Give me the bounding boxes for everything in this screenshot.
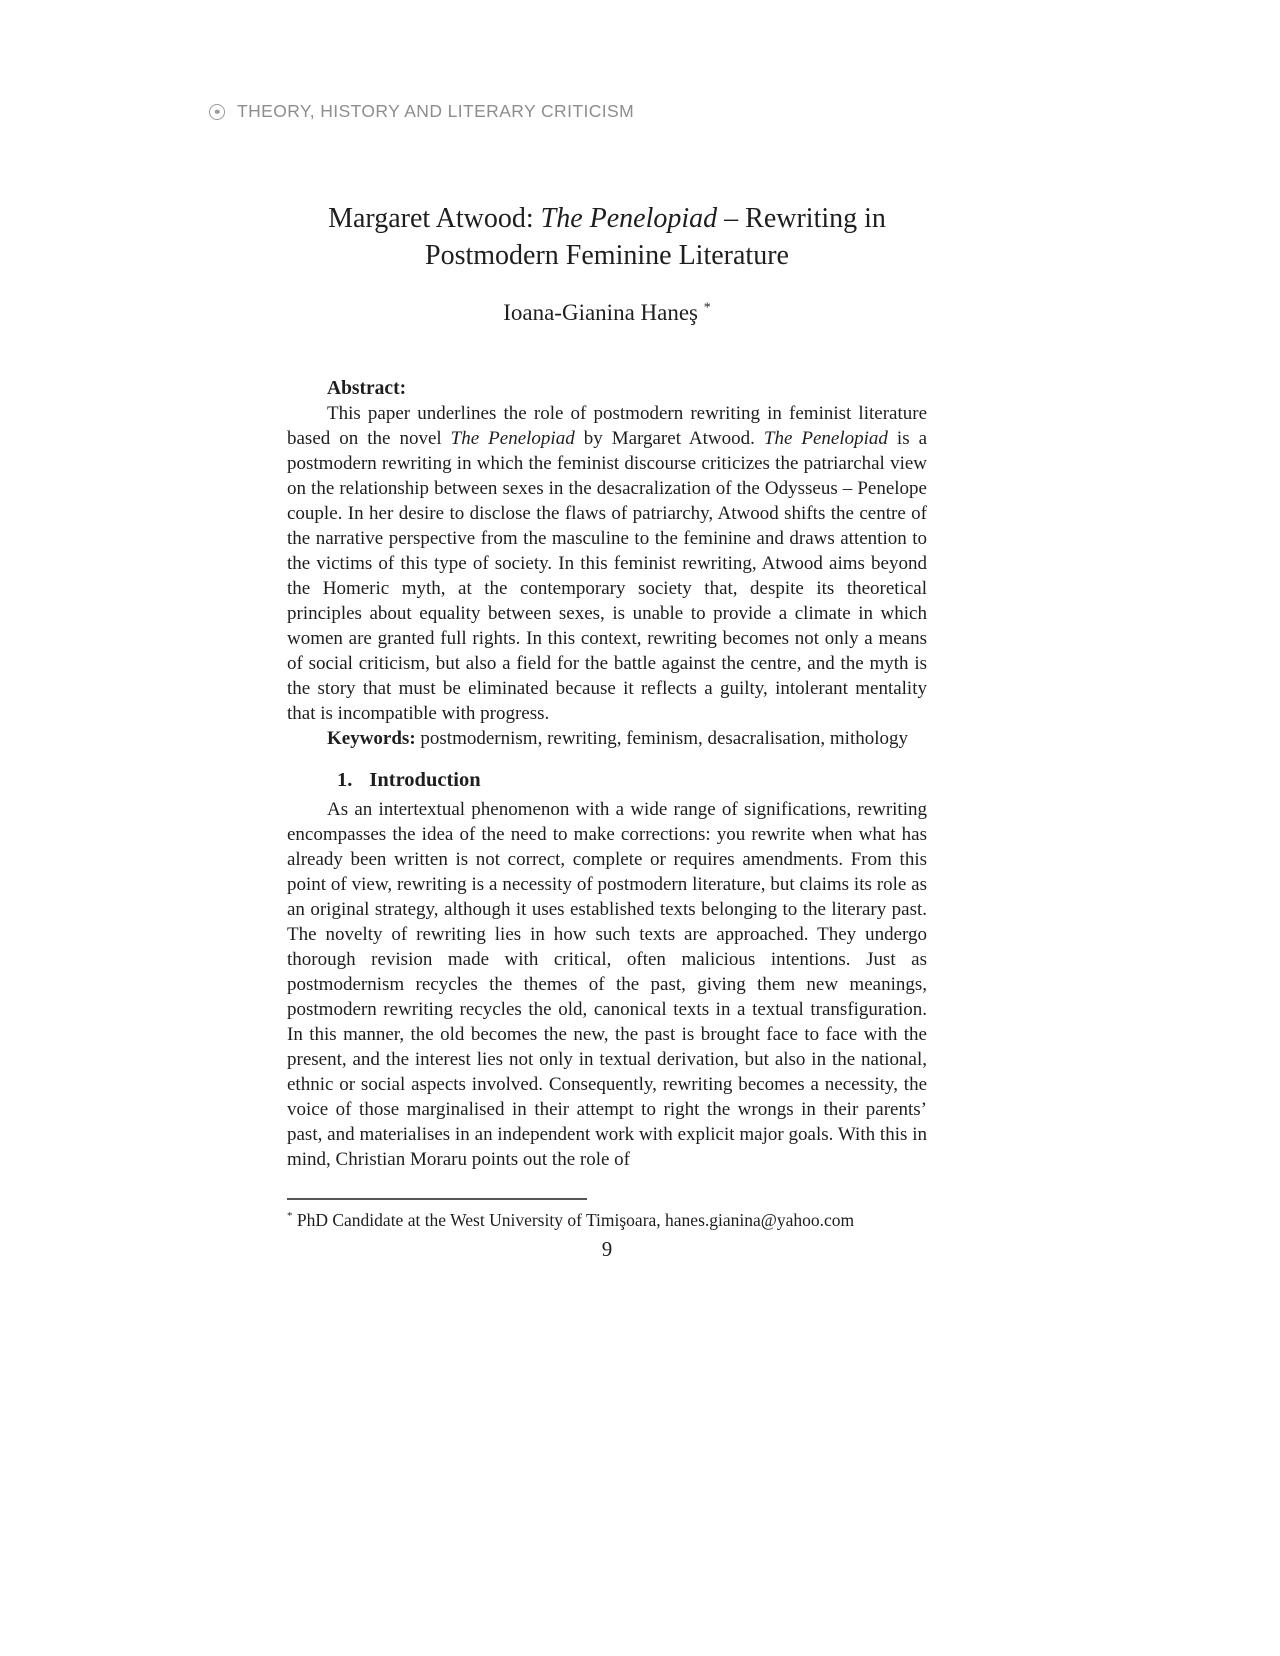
bullet-dot (215, 109, 220, 114)
article-title: Margaret Atwood: The Penelopiad – Rewriting in Postmodern Feminine Literature (328, 203, 886, 271)
article-body (287, 0, 927, 1262)
abstract-heading: Abstract: (327, 378, 407, 399)
section-heading-introduction (287, 767, 927, 794)
footnote-separator-rule (287, 1198, 587, 1200)
author-footnote: * PhD Candidate at the West University of Timişoara, hanes.gianina@yahoo.com (287, 1210, 855, 1230)
introduction-paragraph: As an intertextual phenomenon with a wide range of significations, rewriting encompasses the idea of the need to make corrections: you rewrite when what has already been written is not correct, complete or requires amendments. From this point of view, rewriting is a necessity of postmodern literature, but claims its role as an original strategy, although it uses established texts belonging to the literary past. The novelty of rewriting lies in how such texts are approached. They undergo thorough revision made with critical, often malicious intentions. Just as postmodernism recycles the themes of the past, giving them new meanings, postmodern rewriting recycles the old, canonical texts in a textual transfiguration. In this manner, the old becomes the new, the past is brought face to face with the present, and the interest lies not only in textual derivation, but also in the national, ethnic or social aspects involved. Consequently, rewriting becomes a necessity, the voice of those marginalised in their attempt to right the wrongs in their parents’ past, and materialises in an independent work with explicit major goals. With this in mind, Christian Moraru points out the role of (287, 799, 927, 1170)
abstract-paragraph: This paper underlines the role of postmodern rewriting in feminist literature based on the novel The Penelopiad by Margaret Atwood. The Penelopiad is a postmodern rewriting in which the feminist discourse criticizes the patriarchal view on the relationship between sexes in the desacralization of the Odysseus – Penelope couple. In her desire to disclose the flaws of patriarchy, Atwood shifts the centre of the narrative perspective from the masculine to the feminine and draws attention to the victims of this type of society. In this feminist rewriting, Atwood aims beyond the Homeric myth, at the contemporary society that, despite its theoretical principles about equality between sexes, is unable to provide a climate in which women are granted full rights. In this context, rewriting becomes not only a means of social criticism, but also a field for the battle against the centre, and the myth is the story that must be eliminated because it reflects a guilty, intolerant mentality that is incompatible with progress. (287, 403, 928, 724)
journal-section-label: THEORY, HISTORY AND LITERARY CRITICISM (237, 101, 635, 121)
author-name: Ioana-Gianina Haneş * (503, 300, 711, 325)
page-number: 9 (601, 1237, 613, 1261)
section-title: Introduction (369, 769, 481, 791)
keywords-line: Keywords: postmodernism, rewriting, feminism, desacralisation, mithology (327, 728, 908, 749)
section-number: 1. (337, 769, 353, 791)
bullet-circle-icon (209, 104, 225, 120)
